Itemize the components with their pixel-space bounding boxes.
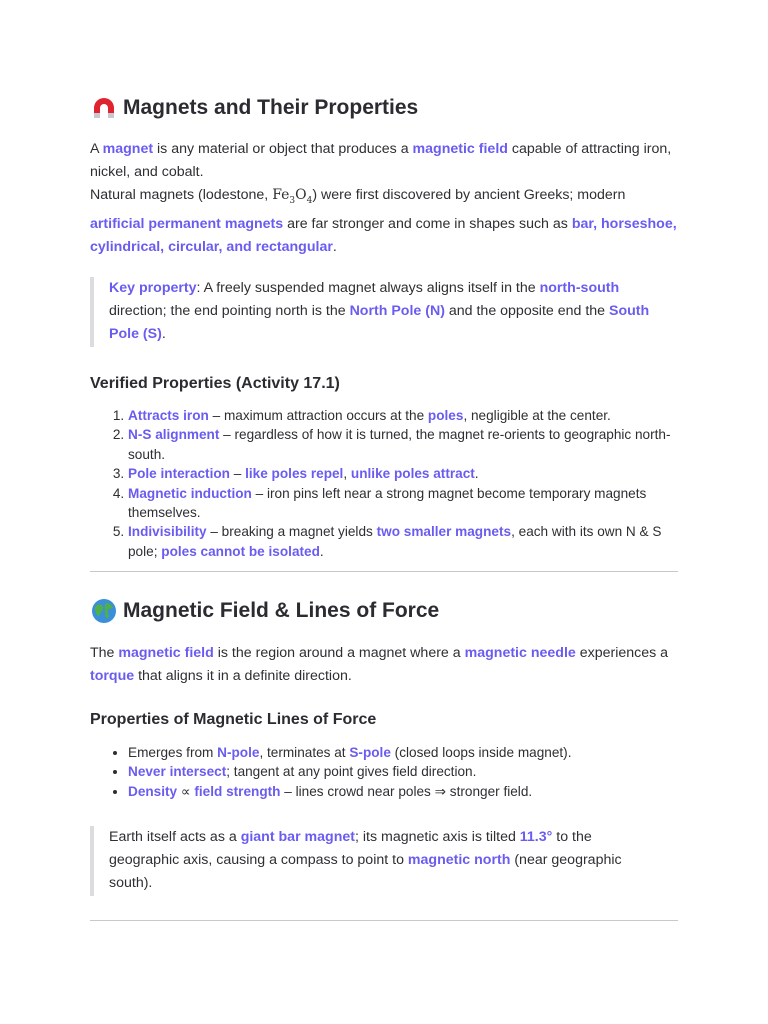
- section-divider: [90, 571, 678, 572]
- text: ; tangent at any point gives field direction.: [226, 764, 477, 780]
- text: are far stronger and come in shapes such as: [283, 216, 572, 232]
- text: The: [90, 645, 119, 661]
- highlight-term: north-south: [539, 280, 620, 296]
- highlight-term: poles cannot be isolated: [161, 543, 320, 559]
- highlight-term: bar, horseshoe, cylindrical, circular, and rectangular: [90, 216, 677, 256]
- text: .: [319, 543, 324, 559]
- highlight-term: unlike poles attract: [350, 466, 475, 482]
- text: – maximum attraction occurs at the: [208, 408, 428, 423]
- highlight-term: South Pole (S): [109, 303, 650, 343]
- highlight-term: Indivisibility: [128, 524, 207, 540]
- text: Earth itself acts as a: [109, 829, 241, 845]
- list-item: [128, 762, 688, 781]
- highlight-term: magnet: [102, 141, 154, 157]
- text: experiences a: [575, 645, 669, 661]
- globe-icon: [90, 597, 118, 625]
- text: – breaking a magnet yields: [206, 524, 377, 540]
- text: , negligible at the center.: [463, 408, 611, 423]
- lines-of-force-list: [90, 743, 688, 801]
- highlight-term: two smaller magnets: [376, 524, 512, 540]
- text: .: [161, 326, 166, 343]
- field-intro-paragraph: [90, 642, 678, 688]
- text: , each with its own N & S pole;: [128, 524, 662, 559]
- text: ∝: [177, 783, 195, 799]
- text: is the region around a magnet where a: [213, 645, 465, 661]
- highlight-term: Attracts iron: [128, 408, 209, 423]
- list-item: [128, 425, 688, 464]
- text: ,: [343, 466, 351, 482]
- text: (near geographic south).: [109, 852, 622, 892]
- key-property-quote: [90, 277, 678, 347]
- text: A: [90, 141, 103, 157]
- text: Emerges from: [128, 745, 218, 760]
- list-item: [128, 406, 688, 425]
- list-item: [128, 464, 688, 483]
- highlight-term: S-pole: [349, 745, 391, 760]
- highlight-term: Density: [128, 783, 178, 799]
- text: direction; the end pointing north is the: [109, 303, 350, 320]
- subheading-lines-of-force: Properties of Magnetic Lines of Force: [90, 711, 377, 728]
- highlight-term: magnetic field: [118, 645, 214, 661]
- text: –: [229, 466, 246, 482]
- text: capable of attracting iron, nickel, and cobalt.: [90, 141, 672, 181]
- text: : A freely suspended magnet always aligns itself in the: [196, 280, 540, 296]
- highlight-term: giant bar magnet: [240, 829, 355, 845]
- text: that aligns it in a definite direction.: [134, 668, 352, 685]
- highlight-term: torque: [90, 668, 135, 685]
- text: ) were first discovered by ancient Greeks; modern: [312, 187, 626, 203]
- highlight-term: magnetic needle: [464, 645, 576, 661]
- highlight-term: magnetic north: [407, 852, 511, 869]
- properties-list: [90, 406, 688, 561]
- section-title-text: Magnetic Field & Lines of Force: [123, 599, 440, 622]
- text: Natural magnets (lodestone,: [90, 187, 273, 203]
- list-item: [128, 743, 688, 762]
- highlight-term: Never intersect: [128, 764, 227, 780]
- section-title-magnetic-field: [90, 597, 439, 625]
- text: .: [332, 239, 337, 256]
- text: – lines crowd near poles ⇒ stronger field.: [280, 783, 533, 799]
- highlight-term: N-S alignment: [128, 427, 220, 443]
- text: and the opposite end the: [444, 303, 610, 320]
- text: is any material or object that produces a: [153, 141, 413, 157]
- text: to the geographic axis, causing a compass to point to: [109, 829, 592, 869]
- highlight-term: Key property: [109, 280, 197, 296]
- text: (closed loops inside magnet).: [390, 745, 572, 760]
- text: , terminates at: [259, 745, 350, 760]
- highlight-term: North Pole (N): [349, 303, 445, 320]
- list-item: [128, 484, 688, 523]
- intro-paragraph-2: [90, 184, 678, 259]
- magnet-icon: [90, 94, 118, 122]
- section-title-magnets: [90, 94, 418, 122]
- earth-magnet-quote: [90, 826, 659, 896]
- section-title-text: Magnets and Their Properties: [123, 96, 419, 119]
- highlight-term: Pole interaction: [128, 466, 230, 482]
- highlight-term: magnetic field: [412, 141, 508, 157]
- highlight-term: N-pole: [217, 745, 260, 760]
- section-divider: [90, 920, 678, 921]
- highlight-term: like poles repel: [245, 466, 344, 482]
- text: .: [474, 466, 479, 482]
- list-item: [128, 522, 688, 561]
- highlight-term: poles: [427, 408, 464, 423]
- text: – iron pins left near a strong magnet become temporary magnets themselves.: [128, 485, 647, 521]
- highlight-term: artificial permanent magnets: [90, 216, 284, 232]
- text: ; its magnetic axis is tilted: [355, 829, 520, 845]
- intro-paragraph: [90, 138, 678, 184]
- list-item: [128, 782, 688, 801]
- highlight-term: field strength: [194, 783, 281, 799]
- highlight-term: 11.3°: [519, 829, 553, 845]
- highlight-term: Magnetic induction: [128, 485, 252, 501]
- formula-fe3o4: $Fe_3O_4$: [272, 187, 313, 206]
- subheading-verified-properties: Verified Properties (Activity 17.1): [90, 375, 340, 392]
- text: – regardless of how it is turned, the magnet re-orients to geographic north-south.: [128, 427, 671, 462]
